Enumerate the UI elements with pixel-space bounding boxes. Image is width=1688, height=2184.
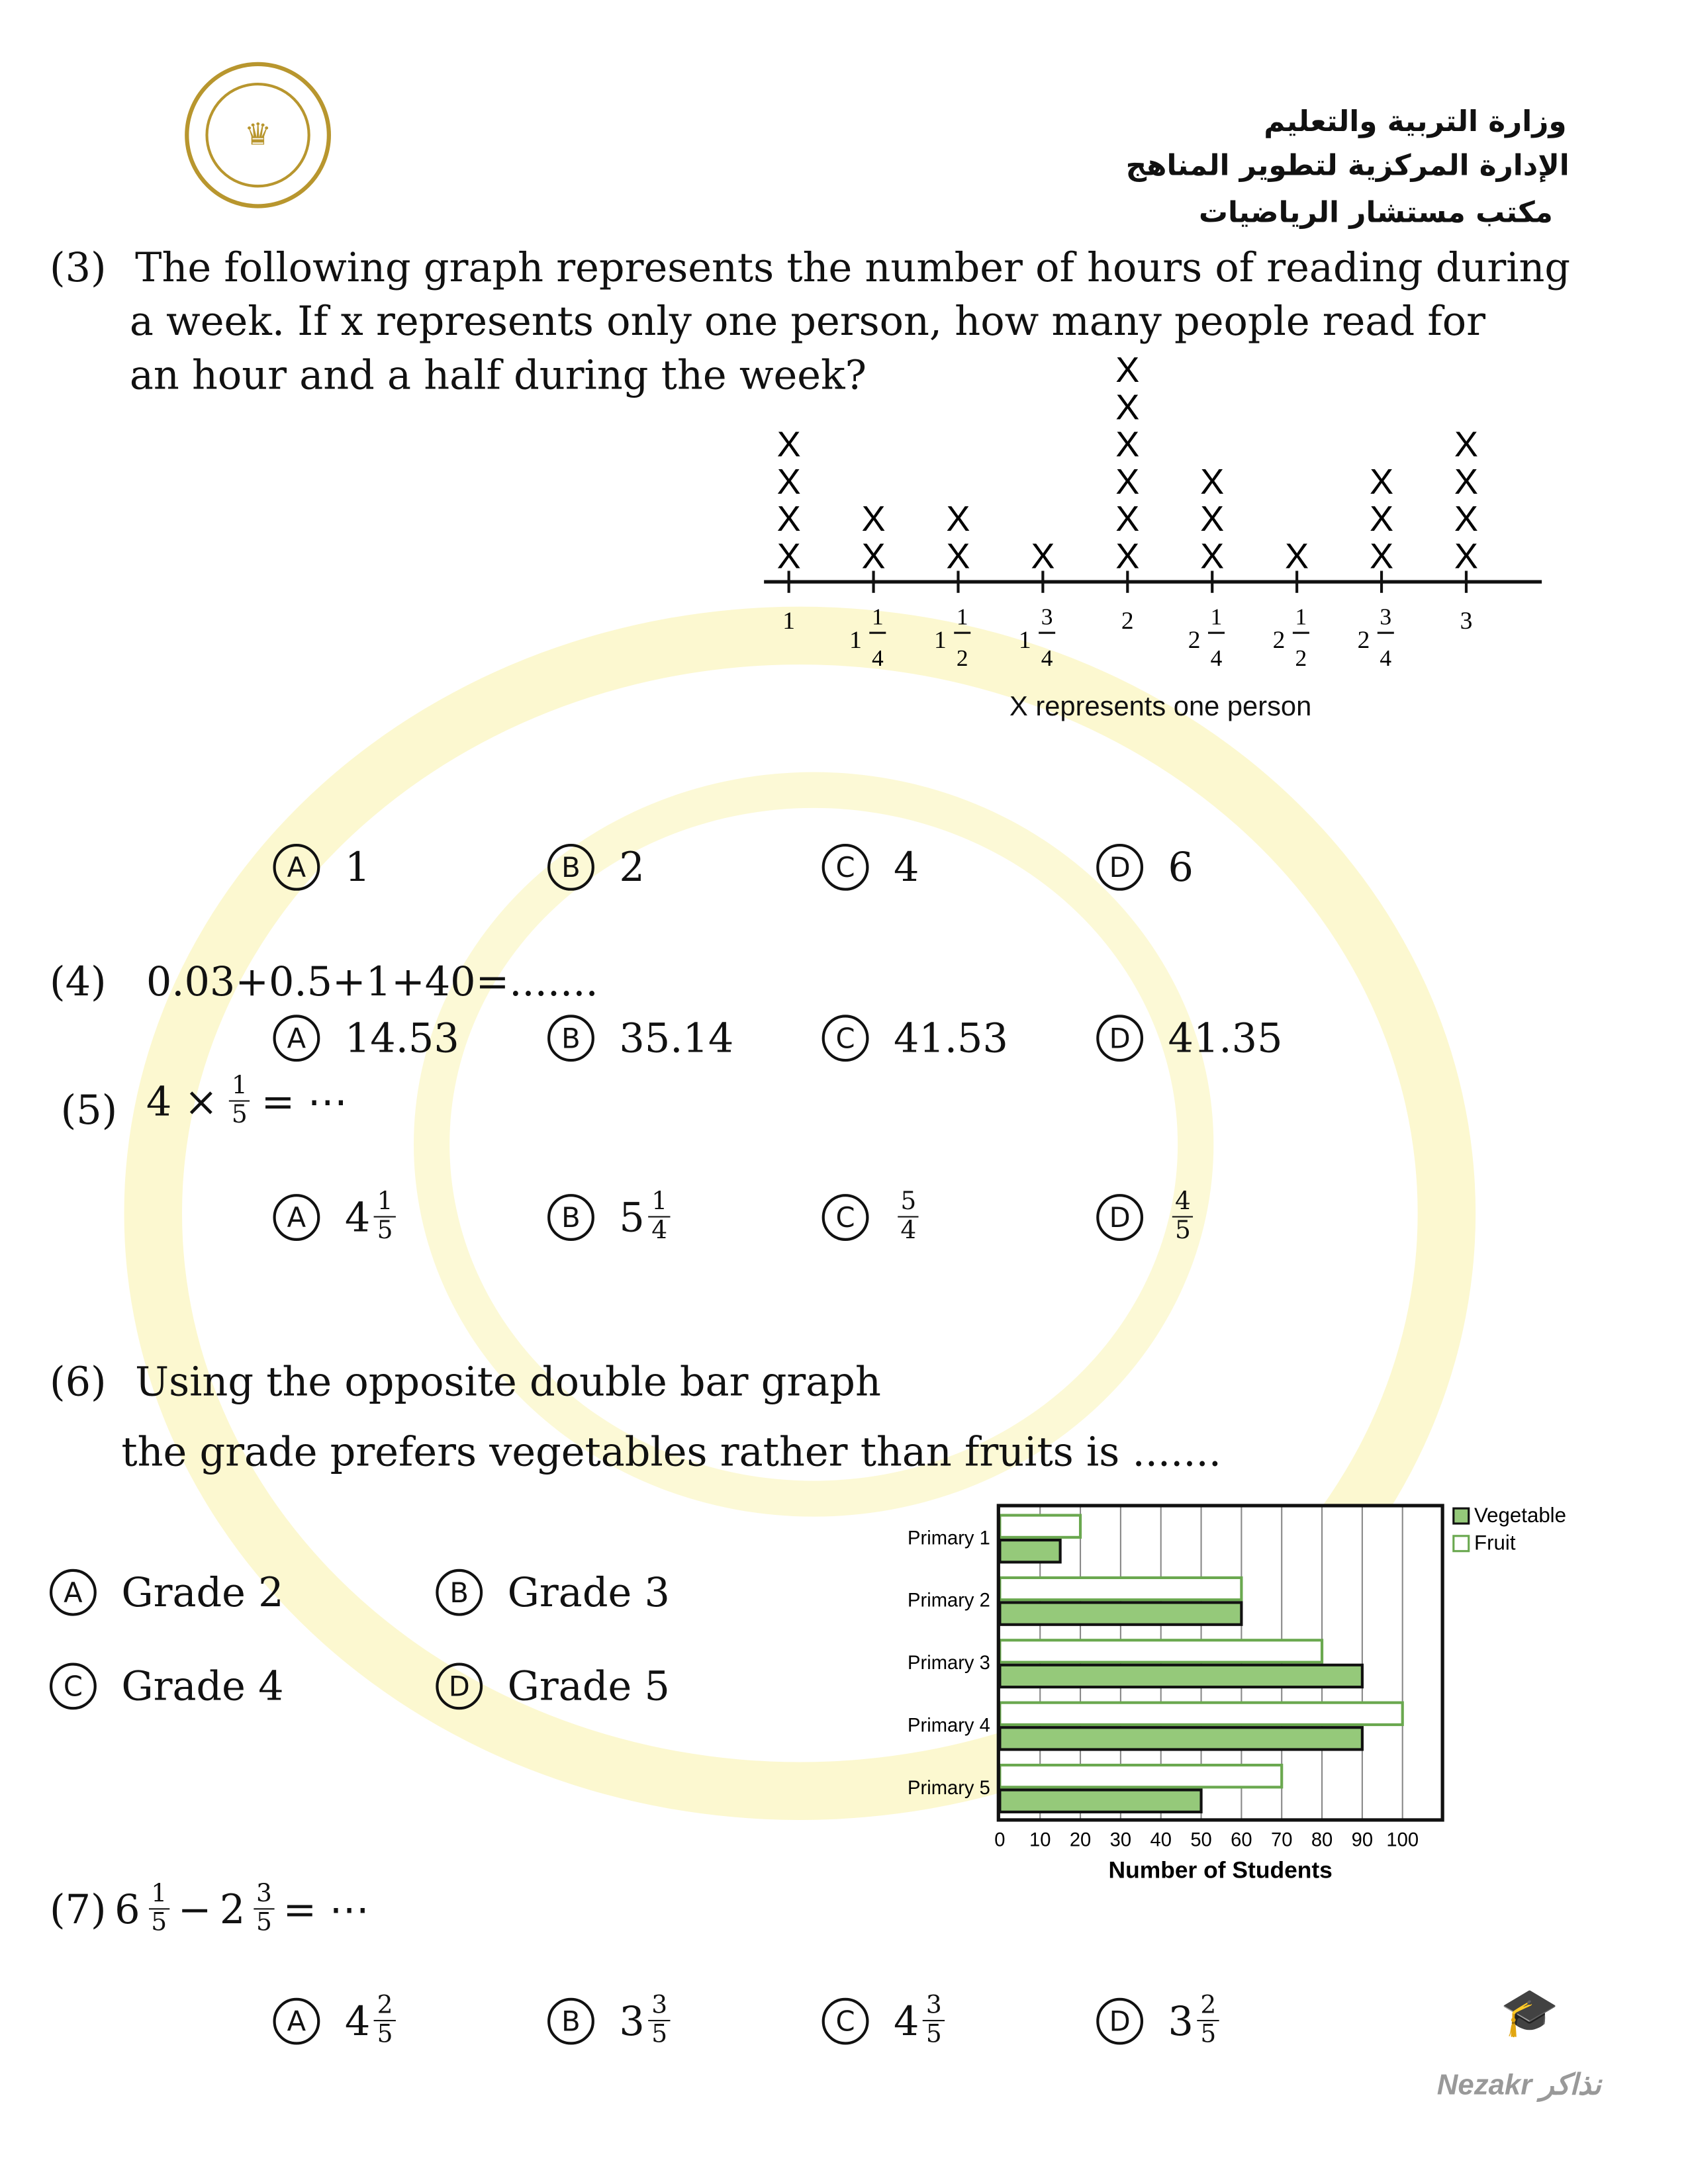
x-tick-label: 100 (1386, 1829, 1419, 1851)
q3-option-d[interactable] (1096, 844, 1194, 891)
option-letter-circle[interactable]: B (547, 1997, 594, 2044)
tick-label: 1 (782, 607, 796, 635)
x-mark: X (1369, 461, 1394, 502)
option-text: 6 (1168, 843, 1194, 891)
x-tick-label: 70 (1271, 1829, 1293, 1851)
bar-fruit (1000, 1765, 1282, 1787)
option-text: 41.35 (1168, 1015, 1283, 1062)
q3-option-c[interactable] (822, 844, 919, 891)
q7-a-fraction (148, 1881, 169, 1937)
option-text: Grade 3 (507, 1569, 670, 1616)
denominator: 5 (377, 2020, 393, 2049)
denominator: 4 (900, 1216, 917, 1246)
q3-option-b[interactable] (547, 844, 645, 891)
tick-label-whole: 1 (1018, 627, 1031, 655)
q5-number: (5) (60, 1086, 118, 1134)
q6-text-2: the grade prefers vegetables rather than fruits is ....... (121, 1428, 1221, 1476)
option-letter-circle[interactable]: D (1096, 1015, 1143, 1062)
x-mark: X (1285, 536, 1309, 576)
option-mixed-number (894, 1992, 945, 2048)
option-letter-circle[interactable]: D (1096, 844, 1143, 891)
x-tick-label: 60 (1231, 1829, 1252, 1851)
tick-label-whole: 1 (934, 627, 947, 655)
x-mark: X (1115, 387, 1140, 428)
x-tick-label: 90 (1351, 1829, 1374, 1851)
denominator: 5 (925, 2020, 942, 2049)
q4-option-d[interactable] (1096, 1015, 1282, 1062)
numerator: 3 (254, 1881, 275, 1910)
whole: 4 (344, 1997, 371, 2044)
x-tick-label: 50 (1190, 1829, 1212, 1851)
option-letter-circle[interactable]: C (822, 1997, 869, 2044)
option-letter-circle[interactable]: C (822, 1193, 869, 1240)
tick-label-denominator: 4 (871, 645, 884, 672)
header-line-3: مكتب مستشار الرياضيات (1199, 195, 1553, 229)
line-plot-caption: X represents one person (1009, 692, 1312, 723)
nezakr-logo: Nezakr نذاكر (1436, 2070, 1601, 2101)
tick-label-denominator: 2 (1295, 645, 1307, 672)
option-mixed-number (1168, 1189, 1194, 1245)
q3-text-1: The following graph represents the number of hours of reading during (135, 244, 1571, 291)
fraction (375, 1992, 396, 2048)
q5-fraction (229, 1073, 250, 1129)
numerator: 2 (375, 1992, 396, 2021)
q7-option-b[interactable] (547, 1992, 670, 2048)
q5-option-d[interactable] (1096, 1189, 1194, 1245)
q6-option-c[interactable] (50, 1662, 284, 1709)
x-tick-label: 20 (1069, 1829, 1092, 1851)
x-mark: X (1200, 536, 1225, 576)
bar-fruit (1000, 1578, 1241, 1600)
option-mixed-number (619, 1189, 670, 1245)
fraction (1197, 1992, 1219, 2048)
eagle-emblem-icon: ♛ (205, 83, 310, 187)
line-plot (745, 345, 1572, 745)
bar-vegetable (1000, 1540, 1060, 1562)
option-text: 35.14 (619, 1015, 734, 1062)
fraction (649, 1992, 670, 2048)
x-tick-label: 40 (1150, 1829, 1172, 1851)
whole: 3 (619, 1997, 645, 2044)
q5-expression (146, 1073, 348, 1129)
x-mark: X (1200, 499, 1225, 539)
fraction (649, 1189, 670, 1245)
x-mark: X (1454, 461, 1479, 502)
q4-number: (4) (49, 958, 107, 1005)
option-text: Grade 2 (121, 1569, 284, 1616)
q3-number: (3) (49, 244, 107, 291)
q7-option-c[interactable] (822, 1992, 945, 2048)
tick-label-denominator: 2 (956, 645, 968, 672)
x-mark: X (1031, 536, 1055, 576)
option-letter-circle[interactable]: B (547, 1193, 594, 1240)
q6-option-a[interactable] (50, 1569, 284, 1616)
q7-option-d[interactable] (1096, 1992, 1219, 2048)
option-text: Grade 4 (121, 1662, 284, 1710)
option-mixed-number (345, 1992, 396, 2048)
option-letter-circle[interactable]: A (273, 1015, 320, 1062)
x-mark: X (1115, 461, 1140, 502)
fraction (1172, 1189, 1194, 1245)
legend-label-vegetable: Vegetable (1474, 1503, 1567, 1527)
q6-option-d[interactable] (436, 1662, 670, 1709)
bar-vegetable (1000, 1665, 1362, 1687)
whole: 4 (893, 1997, 919, 2044)
legend-swatch-fruit (1454, 1536, 1469, 1551)
numerator: 3 (649, 1992, 670, 2021)
x-tick-label: 10 (1029, 1829, 1051, 1851)
x-mark: X (1454, 536, 1479, 576)
option-letter-circle[interactable]: C (822, 1015, 869, 1062)
bar-vegetable (1000, 1727, 1362, 1749)
ministry-seal-logo (185, 62, 331, 208)
x-mark: X (1454, 424, 1479, 465)
q3-option-a[interactable] (273, 844, 370, 891)
x-mark: X (946, 499, 970, 539)
whole: 4 (344, 1193, 371, 1240)
denominator: 5 (256, 1908, 272, 1938)
q6-number: (6) (49, 1358, 107, 1405)
tick-label-whole: 2 (1188, 627, 1201, 655)
option-text: 14.53 (344, 1015, 459, 1062)
x-mark: X (1115, 350, 1140, 390)
legend-swatch-vegetable (1454, 1508, 1469, 1524)
option-letter-circle[interactable]: B (547, 1015, 594, 1062)
x-mark: X (1115, 424, 1140, 465)
numerator: 2 (1197, 1992, 1219, 2021)
x-mark: X (776, 424, 801, 465)
tick-label-numerator: 1 (1295, 603, 1307, 630)
option-letter-circle[interactable]: C (50, 1662, 97, 1709)
numerator: 1 (229, 1073, 250, 1102)
x-mark: X (861, 499, 886, 539)
q7-equals: = ⋯ (283, 1885, 369, 1933)
tick-label-numerator: 3 (1041, 603, 1053, 630)
tick-label-whole: 2 (1272, 627, 1286, 655)
bar-fruit (1000, 1516, 1080, 1537)
option-text: Grade 5 (507, 1662, 670, 1710)
whole: 5 (619, 1193, 645, 1240)
category-label: Primary 1 (908, 1527, 990, 1549)
option-text: 1 (344, 843, 371, 891)
fraction (923, 1992, 945, 2048)
tick-label-numerator: 3 (1380, 603, 1392, 630)
q3-text-2: a week. If x represents only one person, how many people read for (129, 297, 1485, 345)
numerator: 3 (923, 1992, 945, 2021)
tick-label: 3 (1460, 607, 1473, 635)
q4-option-b[interactable] (547, 1015, 733, 1062)
option-text: 4 (893, 843, 919, 891)
legend-label-fruit: Fruit (1474, 1531, 1516, 1555)
x-mark: X (861, 536, 886, 576)
q5-left: 4 × (146, 1077, 218, 1124)
q4-expression: 0.03+0.5+1+40=....... (146, 958, 598, 1005)
tick-label-numerator: 1 (871, 603, 884, 630)
option-letter-circle[interactable]: B (436, 1569, 483, 1616)
x-mark: X (1454, 499, 1479, 539)
option-letter-circle[interactable]: A (50, 1569, 97, 1616)
x-mark: X (776, 536, 801, 576)
option-mixed-number (619, 1992, 670, 2048)
tick-label-whole: 2 (1357, 627, 1370, 655)
q7-b-fraction (254, 1881, 275, 1937)
numerator: 1 (375, 1189, 396, 1218)
x-mark: X (1115, 499, 1140, 539)
numerator: 1 (649, 1189, 670, 1218)
option-letter-circle[interactable]: A (273, 1193, 320, 1240)
bar-vegetable (1000, 1602, 1241, 1624)
denominator: 5 (231, 1100, 248, 1130)
option-letter-circle[interactable]: D (436, 1662, 483, 1709)
bar-fruit (1000, 1640, 1322, 1662)
category-label: Primary 2 (908, 1590, 990, 1612)
q4-option-a[interactable] (273, 1015, 459, 1062)
q6-option-b[interactable] (436, 1569, 670, 1616)
bar-vegetable (1000, 1790, 1201, 1812)
q7-number: (7) (49, 1885, 107, 1933)
numerator: 4 (1172, 1189, 1194, 1218)
x-mark: X (1369, 499, 1394, 539)
x-mark: X (776, 461, 801, 502)
header-line-1: وزارة التربية والتعليم (1264, 105, 1567, 138)
q7-b-whole: 2 (219, 1885, 246, 1933)
x-tick-label: 0 (994, 1829, 1006, 1851)
x-mark: X (776, 499, 801, 539)
denominator: 5 (377, 1216, 393, 1246)
option-mixed-number (894, 1189, 919, 1245)
x-tick-label: 80 (1311, 1829, 1333, 1851)
x-mark: X (1369, 536, 1394, 576)
denominator: 4 (651, 1216, 668, 1246)
q7-a-whole: 6 (115, 1885, 140, 1933)
x-mark: X (1200, 461, 1225, 502)
q6-text-1: Using the opposite double bar graph (135, 1358, 881, 1405)
q5-right: = ⋯ (261, 1077, 348, 1124)
q4-option-c[interactable] (822, 1015, 1008, 1062)
fraction (898, 1189, 919, 1245)
denominator: 5 (1174, 1216, 1191, 1246)
category-label: Primary 3 (908, 1653, 990, 1674)
denominator: 5 (151, 1908, 167, 1938)
double-bar-graph (868, 1489, 1613, 1903)
fraction (375, 1189, 396, 1245)
x-mark: X (946, 536, 970, 576)
numerator: 1 (148, 1881, 169, 1910)
q7-expression (50, 1881, 369, 1937)
tick-label-denominator: 4 (1210, 645, 1223, 672)
header-line-2: الإدارة المركزية لتطوير المناهج (1125, 148, 1570, 182)
q5-option-a[interactable] (273, 1189, 395, 1245)
whole: 3 (1168, 1997, 1194, 2044)
q5-option-c[interactable] (822, 1189, 919, 1245)
option-text: 2 (619, 843, 645, 891)
bar-fruit (1000, 1703, 1402, 1725)
numerator: 5 (898, 1189, 919, 1218)
denominator: 5 (651, 2020, 668, 2049)
denominator: 5 (1200, 2020, 1217, 2049)
option-letter-circle[interactable]: D (1096, 1997, 1143, 2044)
q7-operator: − (177, 1885, 212, 1933)
option-letter-circle[interactable]: B (547, 844, 594, 891)
option-letter-circle[interactable]: A (273, 1997, 320, 2044)
tick-label-denominator: 4 (1041, 645, 1053, 672)
option-letter-circle[interactable]: C (822, 844, 869, 891)
q5-option-b[interactable] (547, 1189, 670, 1245)
option-letter-circle[interactable]: A (273, 844, 320, 891)
graduate-cap-icon: 🎓 (1500, 1985, 1559, 2041)
tick-label-denominator: 4 (1380, 645, 1392, 672)
q3-text-3: an hour and a half during the week? (129, 351, 867, 399)
option-mixed-number (345, 1189, 396, 1245)
tick-label-numerator: 1 (956, 603, 968, 630)
tick-label-numerator: 1 (1210, 603, 1223, 630)
q7-option-a[interactable] (273, 1992, 395, 2048)
tick-label-whole: 1 (849, 627, 862, 655)
category-label: Primary 4 (908, 1715, 990, 1737)
x-axis-label: Number of Students (1108, 1856, 1333, 1884)
tick-label: 2 (1121, 607, 1134, 635)
option-letter-circle[interactable]: D (1096, 1193, 1143, 1240)
option-mixed-number (1168, 1992, 1219, 2048)
x-mark: X (1115, 536, 1140, 576)
category-label: Primary 5 (908, 1777, 990, 1799)
x-tick-label: 30 (1109, 1829, 1132, 1851)
option-text: 41.53 (893, 1015, 1008, 1062)
